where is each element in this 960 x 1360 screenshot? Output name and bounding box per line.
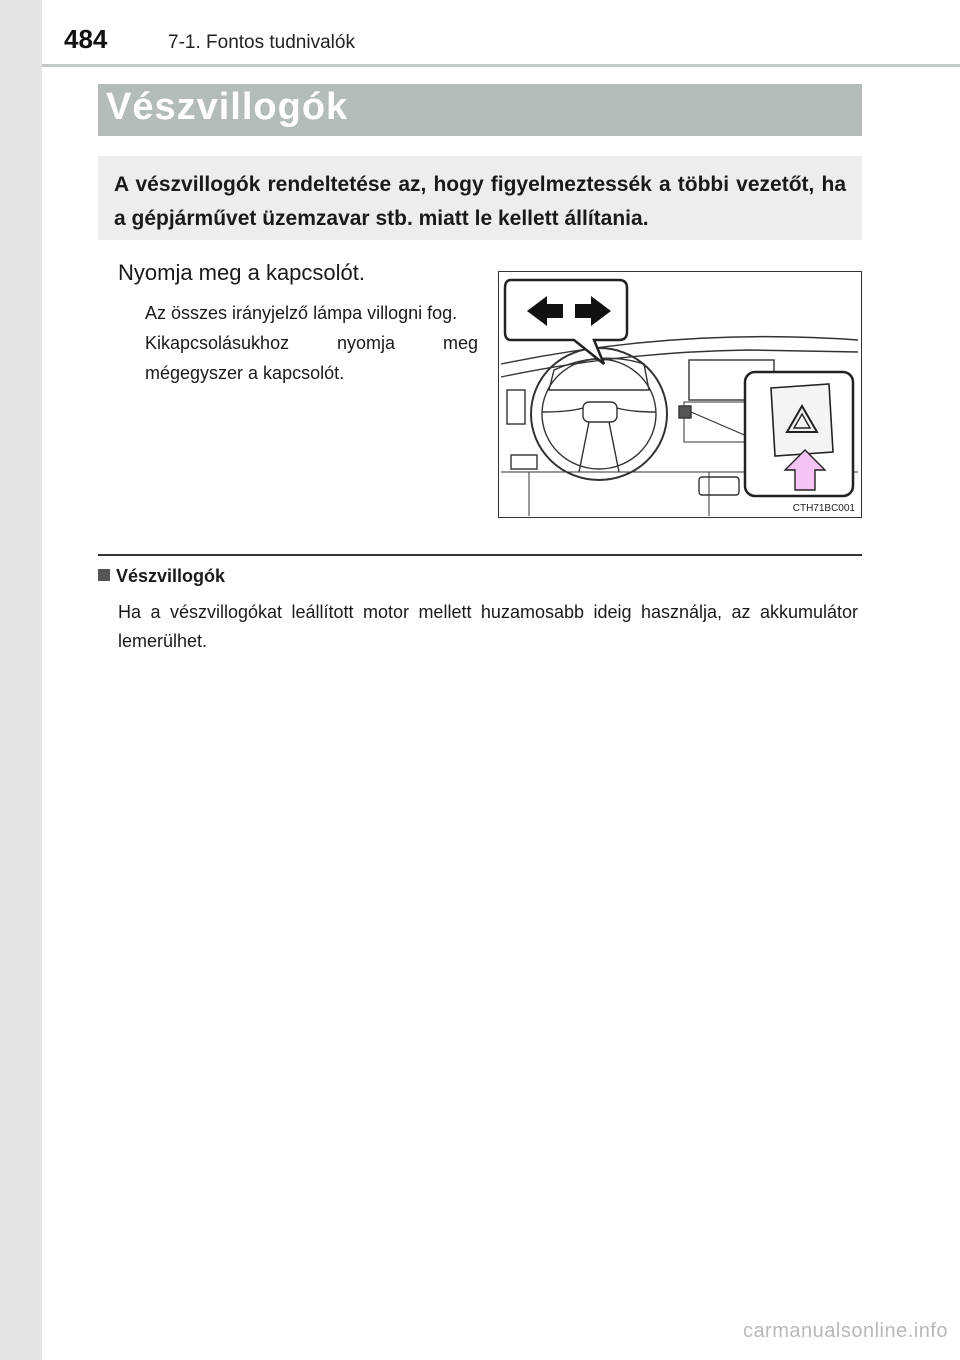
instruction-heading: Nyomja meg a kapcsolót. bbox=[118, 260, 365, 285]
section-title-bar bbox=[98, 84, 862, 136]
note-body: Ha a vészvillogókat leállított motor mellett huzamosabb ideig használja, az akkumulátor lemerülhet. bbox=[118, 602, 858, 651]
dashboard-drawing bbox=[499, 272, 860, 516]
intro-box: A vészvillogók rendeltetése az, hogy figyelmeztessék a többi vezetőt, ha a gépjárművet üzemzavar stb. miatt le kellett állítania. bbox=[98, 156, 862, 240]
square-bullet-icon bbox=[98, 569, 110, 581]
figure-code: CTH71BC001 bbox=[792, 503, 855, 514]
note-heading-text: Vészvillogók bbox=[116, 566, 226, 586]
left-margin-strip bbox=[0, 0, 42, 1360]
dashboard-illustration bbox=[498, 271, 862, 518]
page-number: 484 bbox=[64, 24, 108, 54]
instruction-line-1: Az összes irányjelző lámpa villogni fog. bbox=[145, 303, 458, 323]
instruction-line-2: Kikapcsolásukhoz nyomja meg mégegyszer a kapcsolót. bbox=[145, 333, 478, 383]
header-rule bbox=[42, 64, 960, 67]
note-heading bbox=[98, 566, 225, 587]
section-rule bbox=[98, 554, 862, 556]
section-title: Vészvillogók bbox=[106, 86, 349, 128]
chapter-title: 7-1. Fontos tudnivalók bbox=[168, 32, 355, 53]
watermark: carmanualsonline.info bbox=[742, 1320, 948, 1342]
instruction-body bbox=[145, 298, 478, 388]
